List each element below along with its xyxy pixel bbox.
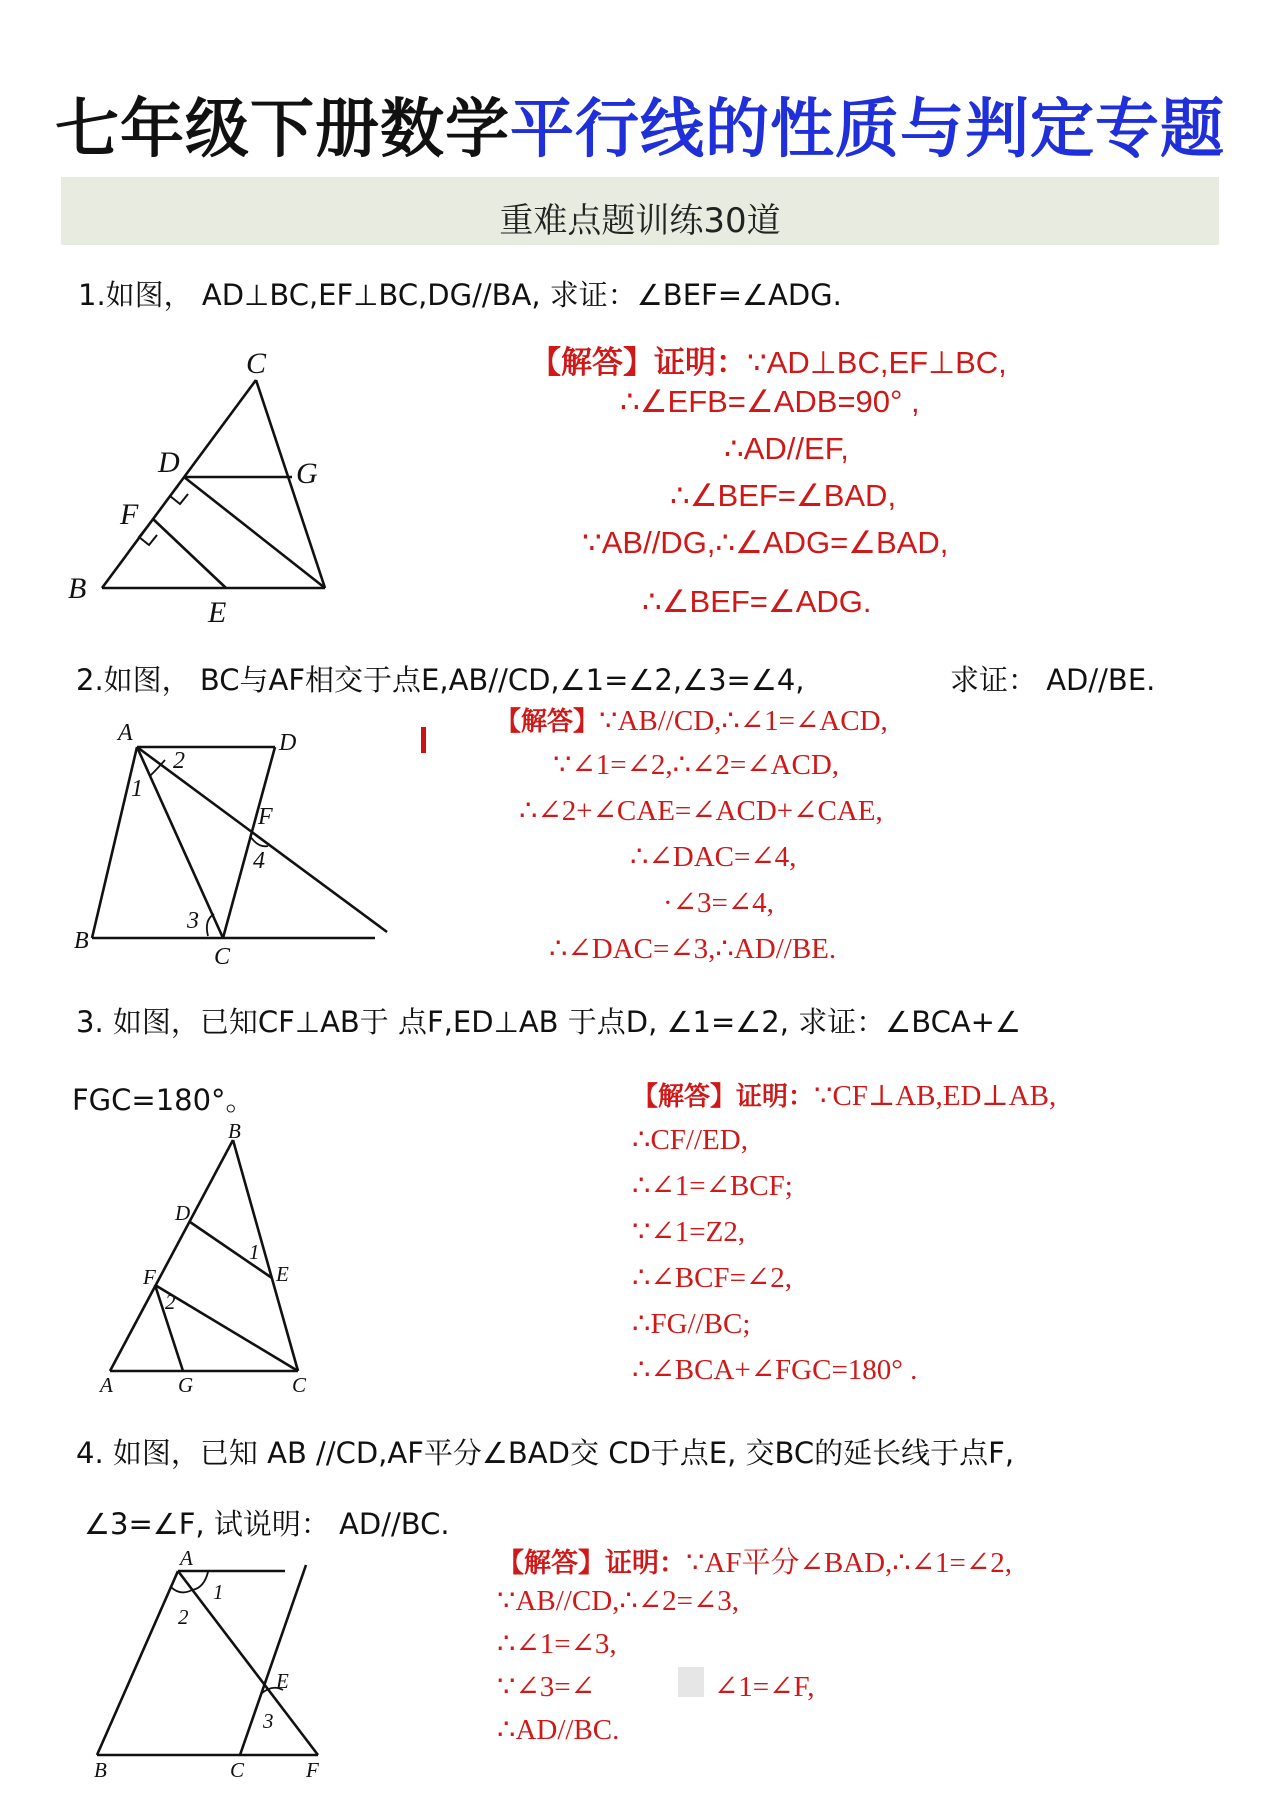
q3-answer-line-7: ∴∠BCA+∠FGC=180° . [632, 1354, 918, 1386]
q2-answer-line-1: 【解答】∵AB//CD,∴∠1=∠ACD, [495, 705, 888, 737]
q1-label-c: C [246, 347, 267, 380]
q4-angle-3: 3 [263, 1709, 274, 1733]
page-title [0, 78, 1280, 170]
q3-label-f: F [143, 1265, 156, 1289]
q4-angle-2: 2 [178, 1605, 189, 1629]
q1-label-f: F [120, 498, 139, 531]
q1-question: 1.如图， AD⊥BC,EF⊥BC,DG//BA, 求证：∠BEF=∠ADG. [78, 278, 842, 312]
q4-label-a: A [180, 1546, 193, 1570]
q4-question: 4. 如图，已知 AB //CD,AF平分∠BAD交 CD于点E, 交BC的延长线于点F, [76, 1436, 1015, 1470]
q4-label-e: E [276, 1669, 289, 1693]
q2-answer-line-2: ∵∠1=∠2,∴∠2=∠ACD, [553, 749, 840, 781]
q1-answer-line-3: ∴AD//EF, [724, 431, 849, 466]
title-part-2: 平行线的性质与判定专题 [510, 93, 1225, 167]
q2-label-d: D [279, 730, 297, 756]
q4-answer-line-1: 【解答】证明：∵AF平分∠BAD,∴∠1=∠2, [497, 1547, 1012, 1579]
q3-answer-line-1: 【解答】证明：∵CF⊥AB,ED⊥AB, [632, 1080, 1057, 1112]
q3-angle-2: 2 [165, 1290, 176, 1314]
subtitle: 重难点题训练30道 [499, 201, 781, 241]
q1-answer-line-1: 【解答】证明：∵AD⊥BC,EF⊥BC, [530, 345, 1007, 380]
q4-label-c: C [230, 1758, 245, 1782]
q1-answer-line-5: ∵AB//DG,∴∠ADG=∠BAD, [582, 525, 949, 560]
blurred-region [678, 1667, 704, 1697]
q2-label-b: B [74, 928, 89, 954]
q3-answer-label: 【解答】证明： [632, 1082, 815, 1111]
q1-answer-line-4: ∴∠BEF=∠BAD, [670, 478, 897, 513]
q2-answer-label: 【解答】 [495, 707, 600, 736]
q3-label-a: A [100, 1373, 113, 1397]
q1-answer-line-6: ∴∠BEF=∠ADG. [642, 584, 872, 619]
q3-label-d: D [175, 1201, 191, 1225]
q4-answer-line-4b: ∠1=∠F, [714, 1671, 815, 1703]
q4-question-cont: ∠3=∠F, 试说明： AD//BC. [84, 1507, 450, 1541]
q3-answer-line-3: ∴∠1=∠BCF; [632, 1170, 793, 1202]
q3-label-c: C [292, 1373, 307, 1397]
q3-question: 3. 如图，已知CF⊥AB于 点F,ED⊥AB 于点D, ∠1=∠2, 求证：∠BCA+∠ [76, 1005, 1021, 1039]
q1-label-g: G [296, 457, 318, 490]
q3-answer-line-4: ∵∠1=Z2, [632, 1216, 746, 1248]
q3-angle-1: 1 [249, 1240, 260, 1264]
q2-question: 2.如图， BC与AF相交于点E,AB//CD,∠1=∠2,∠3=∠4, [76, 663, 805, 697]
q2-angle-4: 4 [253, 848, 265, 874]
q1-label-e: E [208, 596, 227, 629]
q2-answer-line-3: ∴∠2+∠CAE=∠ACD+∠CAE, [519, 795, 883, 827]
q2-label-f: F [258, 804, 273, 830]
q1-answer-label: 【解答】证明： [530, 345, 747, 380]
q2-label-a: A [118, 720, 133, 746]
q4-answer-line-5: ∴AD//BC. [497, 1714, 620, 1746]
title-part-1: 七年级下册数学 [55, 93, 510, 167]
q2-answer-line-5: ·∠3=∠4, [663, 887, 774, 919]
q4-label-b: B [94, 1758, 107, 1782]
q2-answer-line-6: ∴∠DAC=∠3,∴AD//BE. [549, 933, 837, 965]
q2-angle-3: 3 [187, 908, 199, 934]
q1-answer-line-2: ∴∠EFB=∠ADB=90° , [620, 384, 920, 419]
q4-answer-line-2: ∵AB//CD,∴∠2=∠3, [497, 1585, 740, 1617]
q2-angle-2: 2 [173, 748, 185, 774]
red-marker [421, 727, 426, 753]
q3-answer-line-6: ∴FG//BC; [632, 1308, 751, 1340]
q2-label-c: C [214, 944, 231, 970]
q4-answer-line-4: ∵∠3=∠ [497, 1671, 595, 1703]
q3-label-e: E [276, 1262, 289, 1286]
q4-answer-line-3: ∴∠1=∠3, [497, 1628, 617, 1660]
q3-answer-line-2: ∴CF//ED, [632, 1124, 748, 1156]
q3-answer-line-5: ∴∠BCF=∠2, [632, 1262, 792, 1294]
q2-angle-1: 1 [131, 776, 143, 802]
q4-answer-label: 【解答】证明： [497, 1548, 686, 1578]
q1-label-d: D [158, 446, 180, 479]
q4-angle-1: 1 [213, 1580, 224, 1604]
q4-label-f: F [306, 1758, 319, 1782]
q1-label-b: B [68, 572, 87, 605]
q3-question-cont: FGC=180°。 [72, 1083, 255, 1117]
q3-label-g: G [178, 1373, 194, 1397]
q2-answer-line-4: ∴∠DAC=∠4, [630, 841, 797, 873]
q3-label-b: B [228, 1119, 241, 1143]
q2-question-prove: 求证： AD//BE. [950, 663, 1156, 697]
